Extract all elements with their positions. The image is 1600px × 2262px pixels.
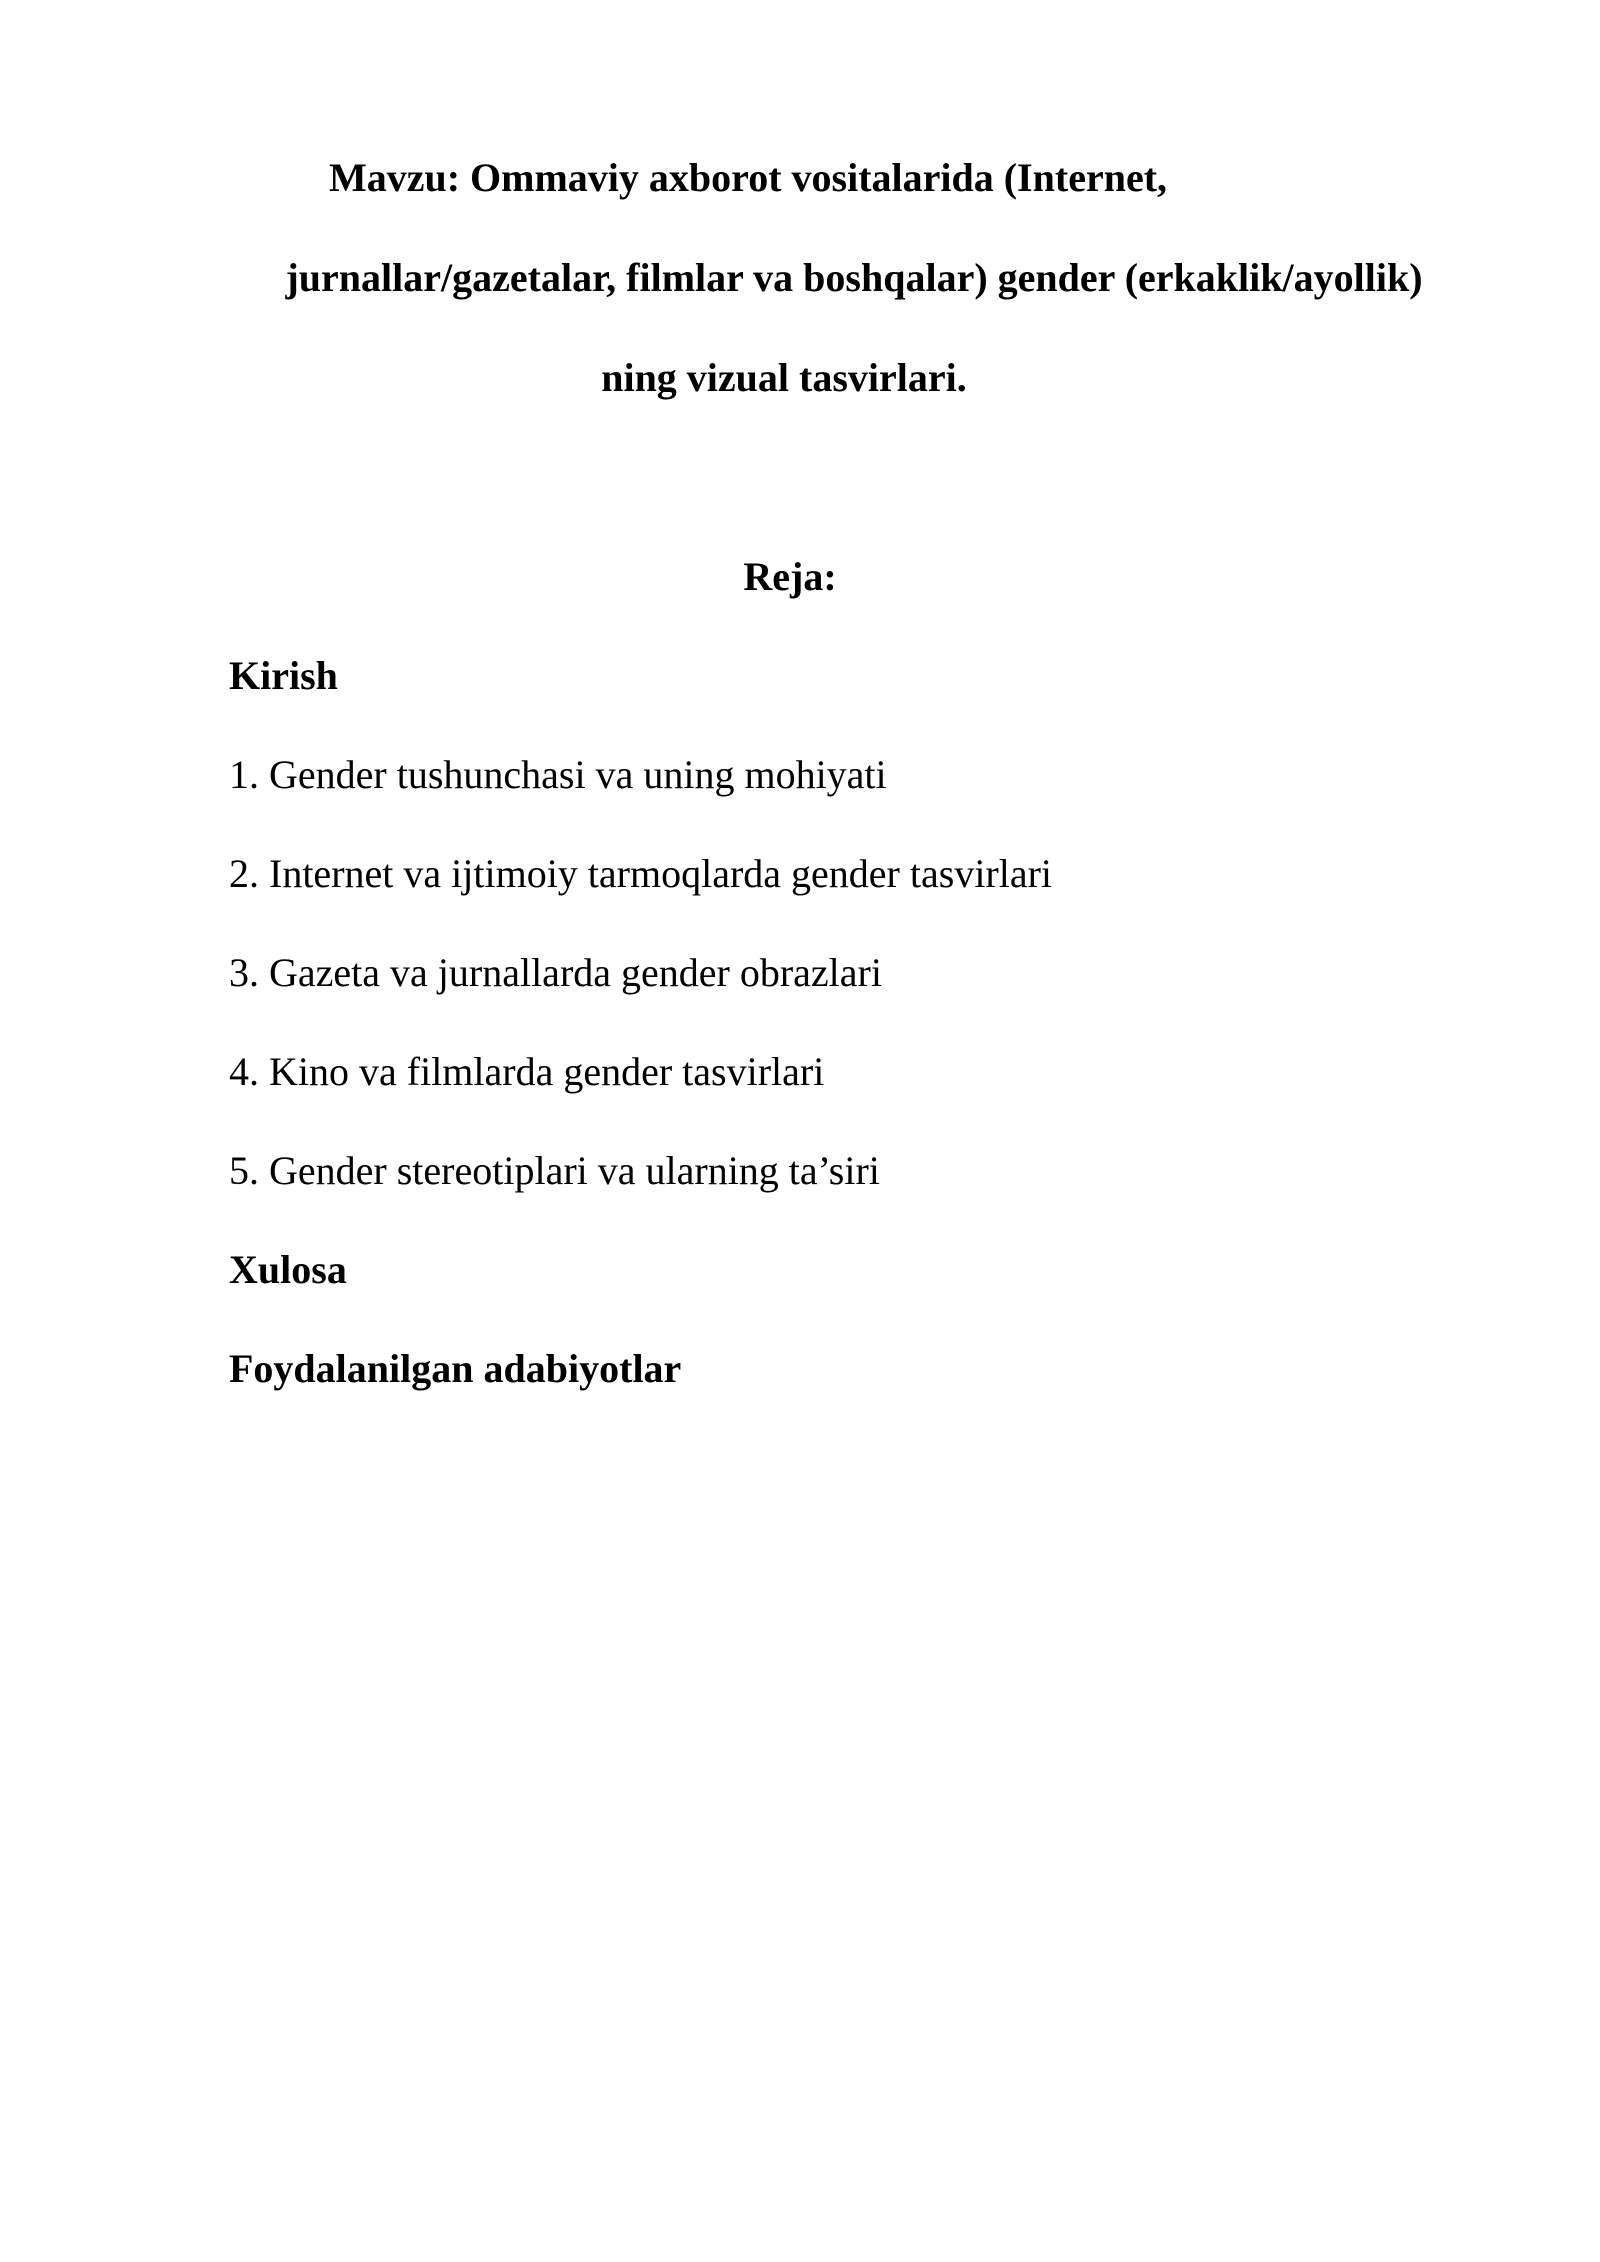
document-title-line-1: Mavzu: Ommaviy axborot vositalarida (Internet, (328, 155, 1168, 200)
plan-item-4: 4. Kino va filmlarda gender tasvirlari (229, 1049, 825, 1094)
document-title-line-3: ning vizual tasvirlari. (601, 355, 967, 400)
plan-item-2: 2. Internet va ijtimoiy tarmoqlarda gender tasvirlari (229, 851, 1053, 896)
document-title-line-2: jurnallar/gazetalar, filmlar va boshqalar) gender (erkaklik/ayollik) (285, 255, 1423, 300)
plan-item-conclusion: Xulosa (229, 1247, 347, 1292)
plan-heading-row (0, 553, 1600, 601)
plan-item-1: 1. Gender tushunchasi va uning mohiyati (229, 752, 887, 797)
plan-heading: Reja: (743, 554, 837, 599)
plan-item-5: 5. Gender stereotiplari va ularning ta’siri (229, 1148, 880, 1193)
plan-item-references: Foydalanilgan adabiyotlar (229, 1346, 682, 1391)
plan-item-3: 3. Gazeta va jurnallarda gender obrazlari (229, 950, 882, 995)
plan-item-introduction: Kirish (229, 653, 338, 698)
